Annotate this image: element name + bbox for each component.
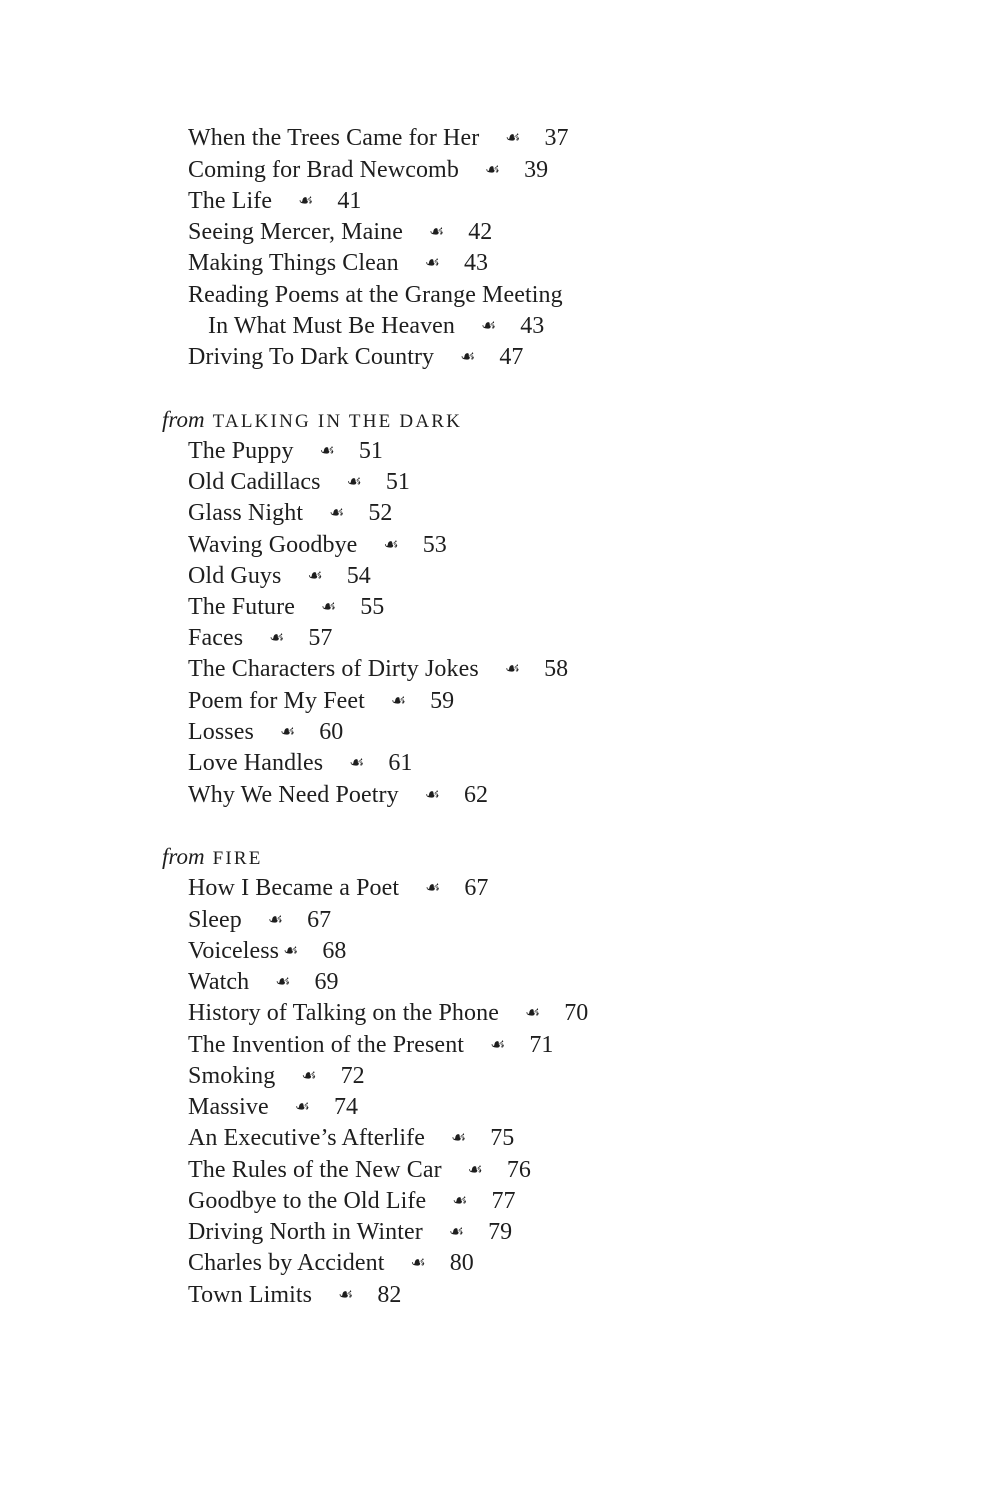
fleuron-ornament-icon: ☙: [283, 941, 299, 960]
fleuron-ornament-icon: ☙: [298, 191, 314, 210]
toc-entry-title: An Executive’s Afterlife: [188, 1125, 425, 1151]
section-title: TALKING IN THE DARK: [212, 411, 463, 432]
section-from-label: from: [162, 844, 205, 869]
toc-entry-title: Town Limits: [188, 1282, 313, 1308]
toc-entry-page: 53: [422, 532, 447, 558]
toc-entry-page: 75: [490, 1125, 515, 1151]
toc-entry: [188, 280, 563, 310]
toc-entry: [188, 873, 488, 903]
fleuron-ornament-icon: ☙: [505, 128, 521, 147]
toc-entry: [188, 186, 361, 216]
toc-entry-page: 69: [314, 969, 339, 995]
toc-entry: [188, 592, 384, 622]
toc-entry: [188, 530, 447, 560]
toc-entry: [188, 1155, 531, 1185]
fleuron-ornament-icon: ☙: [424, 253, 441, 272]
toc-entry: [188, 998, 588, 1028]
toc-entry-page: 42: [468, 219, 493, 245]
toc-entry-title: Voiceless: [188, 938, 280, 964]
fleuron-ornament-icon: ☙: [338, 1285, 354, 1304]
toc-entry-title: Old Guys: [188, 563, 282, 589]
fleuron-ornament-icon: ☙: [428, 222, 445, 241]
toc-entry-page: 76: [506, 1157, 531, 1183]
toc-entry-title: Charles by Accident: [188, 1250, 385, 1276]
toc-entry: [188, 561, 371, 591]
toc-entry-title: In What Must Be Heaven: [208, 313, 456, 339]
toc-entry-title: Reading Poems at the Grange Meeting: [188, 282, 563, 308]
toc-entry-title: Sleep: [188, 907, 242, 933]
fleuron-ornament-icon: ☙: [349, 753, 365, 772]
toc-entry-title: Watch: [188, 969, 250, 995]
toc-entry-title: Losses: [188, 719, 254, 745]
fleuron-ornament-icon: ☙: [294, 1097, 310, 1116]
toc-entry-title: The Characters of Dirty Jokes: [188, 656, 479, 682]
toc-entry-page: 60: [319, 719, 344, 745]
toc-entry-title: Massive: [188, 1094, 269, 1120]
toc-entry: [188, 780, 488, 810]
toc-entry: [188, 654, 568, 684]
fleuron-ornament-icon: ☙: [275, 972, 291, 991]
toc-entry-page: 52: [368, 500, 393, 526]
toc-entry-page: 55: [360, 594, 385, 620]
fleuron-ornament-icon: ☙: [524, 1003, 541, 1022]
toc-entry: [188, 467, 410, 497]
toc-entry: [188, 748, 412, 778]
section-title: FIRE: [212, 848, 263, 869]
fleuron-ornament-icon: ☙: [279, 722, 296, 741]
fleuron-ornament-icon: ☙: [320, 597, 337, 616]
section-heading: [162, 405, 462, 437]
toc-entry: [188, 623, 332, 653]
toc-entry: [188, 342, 523, 372]
toc-entry-title: Smoking: [188, 1063, 276, 1089]
toc-entry: [188, 1123, 514, 1153]
toc-entry-title: Making Things Clean: [188, 250, 399, 276]
toc-entry-title: The Invention of the Present: [188, 1032, 465, 1058]
fleuron-ornament-icon: ☙: [490, 1035, 506, 1054]
toc-entry-page: 59: [430, 688, 455, 714]
toc-entry: [188, 967, 338, 997]
fleuron-ornament-icon: ☙: [383, 535, 399, 554]
toc-entry: [188, 217, 492, 247]
toc-entry-title: The Rules of the New Car: [188, 1157, 442, 1183]
toc-entry-page: 67: [307, 907, 332, 933]
fleuron-ornament-icon: ☙: [410, 1253, 426, 1272]
fleuron-ornament-icon: ☙: [460, 347, 476, 366]
toc-entry-title: Old Cadillacs: [188, 469, 321, 495]
toc-entry-page: 51: [358, 438, 383, 464]
toc-entry-title: Driving North in Winter: [188, 1219, 423, 1245]
toc-entry: [188, 1030, 553, 1060]
fleuron-ornament-icon: ☙: [269, 628, 285, 647]
fleuron-ornament-icon: ☙: [319, 441, 335, 460]
toc-entry-title: How I Became a Poet: [188, 875, 400, 901]
section-from-label: from: [162, 407, 205, 432]
toc-entry-page: 39: [524, 157, 549, 183]
toc-entry-page: 57: [308, 625, 333, 651]
fleuron-ornament-icon: ☙: [504, 659, 521, 678]
toc-entry-title: History of Talking on the Phone: [188, 1000, 499, 1026]
toc-entry-title: Love Handles: [188, 750, 324, 776]
toc-entry: [188, 905, 331, 935]
toc-entry: [188, 248, 488, 278]
toc-entry-page: 74: [333, 1094, 358, 1120]
toc-entry-page: 41: [337, 188, 362, 214]
toc-entry-page: 68: [322, 938, 347, 964]
toc-entry-page: 58: [544, 656, 569, 682]
toc-entry-page: 37: [544, 125, 569, 151]
toc-entry-page: 72: [340, 1063, 365, 1089]
toc-entry-page: 54: [346, 563, 371, 589]
toc-entry-continued: [208, 311, 544, 341]
toc-entry-page: 43: [520, 313, 545, 339]
toc-entry: [188, 155, 548, 185]
fleuron-ornament-icon: ☙: [452, 1191, 468, 1210]
fleuron-ornament-icon: ☙: [448, 1222, 465, 1241]
toc-entry-title: Waving Goodbye: [188, 532, 358, 558]
toc-entry: [188, 936, 346, 966]
toc-entry-page: 82: [377, 1282, 402, 1308]
toc-entry-title: Faces: [188, 625, 244, 651]
fleuron-ornament-icon: ☙: [424, 785, 440, 804]
fleuron-ornament-icon: ☙: [451, 1128, 467, 1147]
toc-entry-title: Seeing Mercer, Maine: [188, 219, 403, 245]
toc-entry-page: 77: [491, 1188, 516, 1214]
toc-entry: [188, 1248, 474, 1278]
toc-entry: [188, 1217, 512, 1247]
fleuron-ornament-icon: ☙: [307, 566, 323, 585]
toc-entry-page: 61: [388, 750, 413, 776]
toc-entry-title: Driving To Dark Country: [188, 344, 435, 370]
toc-entry-page: 80: [449, 1250, 474, 1276]
toc-entry-title: Coming for Brad Newcomb: [188, 157, 459, 183]
fleuron-ornament-icon: ☙: [301, 1066, 317, 1085]
toc-entry: [188, 686, 454, 716]
fleuron-ornament-icon: ☙: [329, 503, 345, 522]
toc-entry: [188, 436, 383, 466]
toc-entry: [188, 1061, 365, 1091]
toc-entry-title: The Future: [188, 594, 295, 620]
section-heading: [162, 842, 263, 874]
fleuron-ornament-icon: ☙: [390, 691, 407, 710]
toc-entry-title: When the Trees Came for Her: [188, 125, 480, 151]
toc-entry-title: The Puppy: [188, 438, 294, 464]
toc-entry: [188, 1186, 516, 1216]
fleuron-ornament-icon: ☙: [481, 316, 497, 335]
toc-entry-title: Why We Need Poetry: [188, 782, 399, 808]
toc-entry-title: Poem for My Feet: [188, 688, 365, 714]
toc-entry-page: 43: [464, 250, 489, 276]
toc-entry-page: 70: [564, 1000, 589, 1026]
toc-entry-page: 51: [385, 469, 410, 495]
toc-entry-title: The Life: [188, 188, 273, 214]
toc-entry-page: 67: [464, 875, 489, 901]
fleuron-ornament-icon: ☙: [346, 472, 362, 491]
toc-entry-title: Goodbye to the Old Life: [188, 1188, 427, 1214]
toc-entry-title: Glass Night: [188, 500, 304, 526]
fleuron-ornament-icon: ☙: [484, 160, 501, 179]
toc-entry: [188, 1280, 401, 1310]
toc-entry-page: 47: [499, 344, 524, 370]
toc-entry-page: 62: [463, 782, 488, 808]
toc-entry-page: 71: [529, 1032, 554, 1058]
toc-entry: [188, 717, 343, 747]
fleuron-ornament-icon: ☙: [467, 1160, 483, 1179]
fleuron-ornament-icon: ☙: [267, 910, 284, 929]
toc-entry: [188, 1092, 358, 1122]
fleuron-ornament-icon: ☙: [425, 878, 441, 897]
toc-entry: [188, 123, 569, 153]
toc-entry: [188, 498, 392, 528]
toc-entry-page: 79: [488, 1219, 513, 1245]
